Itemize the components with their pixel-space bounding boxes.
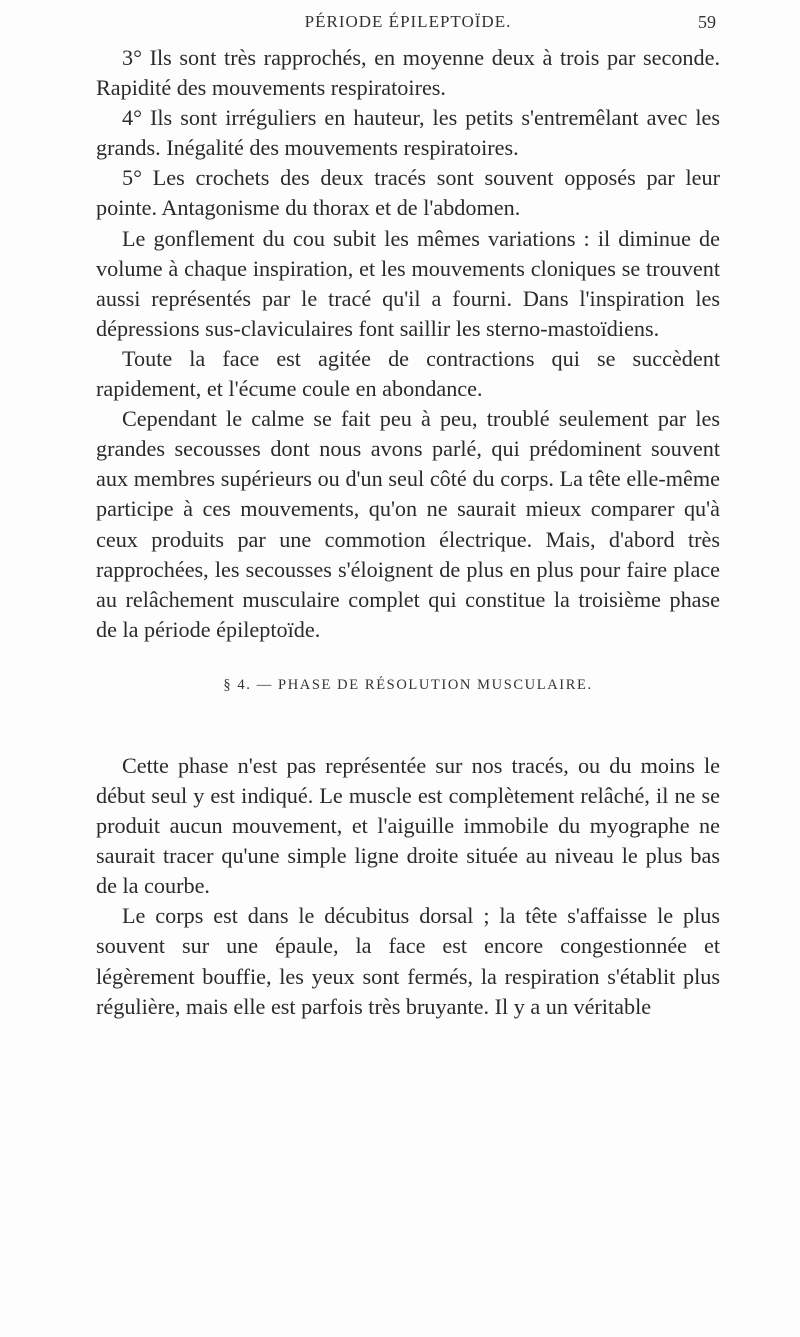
section-heading: § 4. — PHASE DE RÉSOLUTION MUSCULAIRE. [223, 676, 593, 693]
body-text [96, 43, 720, 1022]
paragraph-calm-returns: Cependant le calme se fait peu à peu, troublé seulement par les grandes secousses dont nous avons parlé, qui prédominent souvent aux membres supérieurs ou d'un seul côté du corps. La tête elle-même participe à ces mouvements, qu'on ne saurait mieux comparer qu'à ceux produits par une commotion électrique. Mais, d'abord très rapprochées, les secousses s'éloignent de plus en plus pour faire place au relâchement musculaire complet qui constitue la troisième phase de la période épileptoïde. [96, 406, 720, 642]
running-title: PÉRIODE ÉPILEPTOÏDE. [304, 12, 512, 31]
paragraph-antagonism: 5° Les crochets des deux tracés sont souvent opposés par leur pointe. Antagonisme du thorax et de l'abdomen. [96, 165, 720, 221]
running-header [96, 8, 720, 44]
page-number: 59 [698, 12, 716, 32]
paragraph-dorsal-decubitus: Le corps est dans le décubitus dorsal ; la tête s'affaisse le plus souvent sur une épaule, la face est encore congestionnée et légèrement bouffie, les yeux sont fermés, la respiration s'établit plus régulière, mais elle est parfois très bruyante. Il y a un véritable [96, 903, 720, 1019]
paragraph-irregularity: 4° Ils sont irréguliers en hauteur, les petits s'entremêlant avec les grands. Inégalité des mouvements respiratoires. [96, 105, 720, 161]
paragraph-neck-swelling: Le gonflement du cou subit les mêmes variations : il diminue de volume à chaque inspiration, et les mouvements cloniques se trouvent aussi représentés par le tracé qu'il a fourni. Dans l'inspiration les dépressions sus-claviculaires font saillir les sterno-mastoïdiens. [96, 225, 720, 341]
paragraph-phase-not-represented: Cette phase n'est pas représentée sur nos tracés, ou du moins le début seul y est indiqué. Le muscle est complètement relâché, il ne se produit aucun mouvement, et l'aiguille immobile du myographe ne saurait tracer qu'une simple ligne droite située au niveau le plus bas de la courbe. [96, 752, 720, 899]
paragraph-rapidity: 3° Ils sont très rapprochés, en moyenne deux à trois par seconde. Rapidité des mouvements respiratoires. [96, 45, 720, 101]
paragraph-face-contractions: Toute la face est agitée de contractions qui se succèdent rapidement, et l'écume coule en abondance. [96, 345, 720, 402]
